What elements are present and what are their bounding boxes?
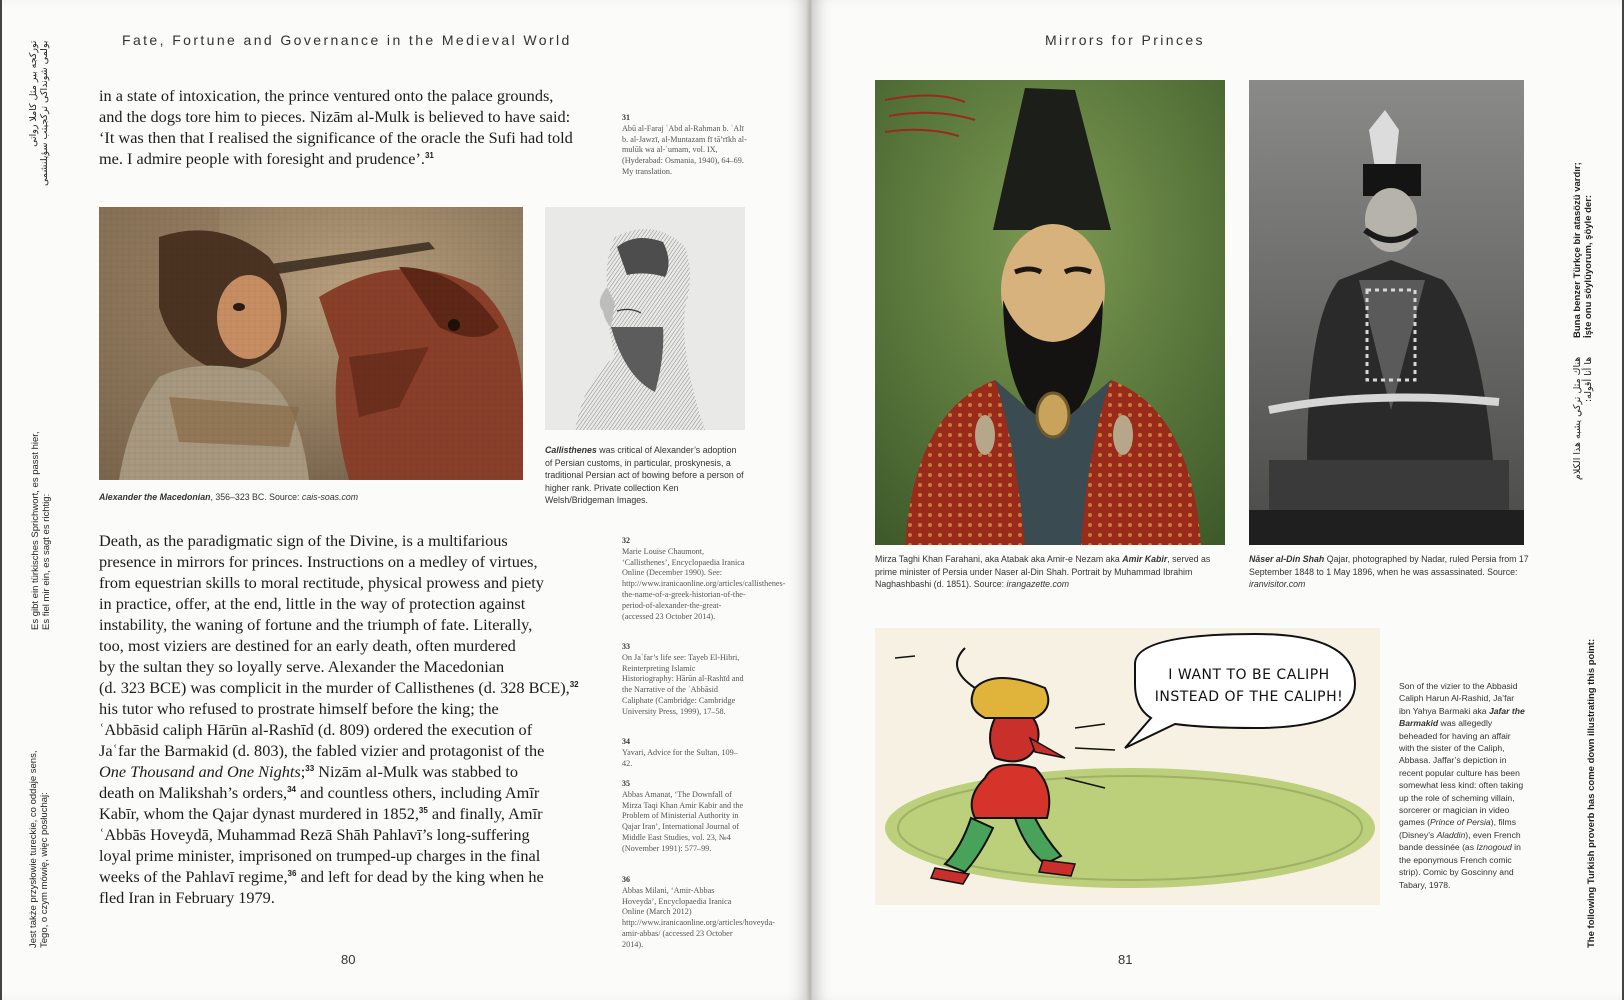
note-ref[interactable]: 33	[305, 764, 315, 773]
margin-turkish	[1572, 162, 1594, 338]
margin-line: Jest także przysłowie tureckie, co oddaje sens,	[28, 750, 39, 948]
text-line: by the sultan they so loyally serve. Alexander the Macedonian	[99, 657, 505, 676]
margin-line: هناك مثل تركي يشبه هذا الكلام	[1572, 356, 1583, 480]
footnote-text: Abbas Milani, ‘Amir-Abbas Hoveyda’, Encyclopaedia Iranica Online (March 2012) http://www.iranicaonline.org/articles/hoveyda-amir-abbas/ (accessed 23 October 2014).	[622, 885, 776, 949]
margin-line: İşte onu söylüyorum, şöyle der:	[1583, 194, 1594, 338]
callisthenes-caption	[545, 444, 745, 507]
text-span: and left for dead by the king when he	[296, 867, 544, 886]
footnote-text: Abbas Amanat, ‘The Downfall of Mirza Taqi Khan Amir Kabir and the Problem of Ministerial Authority in Qajar Iran’, International Journal of Middle East Studies, vol. 23, №4 (November 1991): 577–99.	[622, 789, 744, 853]
text-span: me. I admire people with foresight and prudence’.	[99, 149, 425, 168]
text-line: instability, the waning of fortune and the triumph of fate. Literally,	[99, 615, 533, 634]
naser-caption	[1249, 553, 1529, 591]
footnote-number: 35	[622, 779, 630, 788]
caption-text: Mirza Taghi Khan Farahani, aka Atabak aka Amir-e Nezam aka	[875, 554, 1123, 564]
speech-line: I WANT TO BE CALIPH	[1168, 667, 1330, 683]
margin-german	[30, 431, 52, 630]
footnote-35	[622, 779, 748, 855]
amir-kabir-caption	[875, 553, 1230, 591]
margin-line: Tego, o czym mówię, więc posłuchaj:	[39, 792, 50, 948]
text-line	[99, 782, 599, 803]
text-line: too, most viziers are destined for an early death, often murdered	[99, 636, 516, 655]
footnote-text: Yavari, Advice for the Sultan, 109–42.	[622, 747, 738, 768]
caption-name: Amir Kabir	[1122, 554, 1168, 564]
text-span: death on Malikshah’s orders,	[99, 783, 288, 802]
caption-source: iranvisitor.com	[1249, 579, 1306, 589]
iznogoud-caption	[1399, 680, 1525, 891]
margin-line: Es fiel mir ein, es sagt es richtig:	[41, 493, 52, 630]
caption-text: ), films (Disney’s	[1399, 817, 1517, 840]
running-head-left: Fate, Fortune and Governance in the Medieval World	[122, 32, 572, 48]
caption-name: Callisthenes	[545, 445, 597, 455]
text-line: his tutor who refused to prostrate himself before the king; the	[99, 699, 499, 718]
body-paragraph-2	[99, 530, 599, 908]
text-line: in a state of intoxication, the prince ventured onto the palace grounds,	[99, 86, 554, 105]
text-span: and countless others, including Amīr	[296, 783, 540, 802]
caption-text: was allegedly beheaded for having an affair with the sister of the Caliph, Abbasa. Jaffar’s depiction in recent popular culture has been somewhat less kind: often taking up the role of scheming villain, sorcerer or magician in video games (	[1399, 718, 1524, 828]
caption-italic: Aladdin	[1436, 829, 1466, 840]
page-number-right: 81	[1118, 952, 1133, 967]
caption-text: Son of the vizier to the Abbasid Caliph Harun Al-Rashid, Ja’far ibn Yahya Barmaki aka	[1399, 681, 1518, 716]
footnote-33	[622, 642, 748, 718]
naser-al-din-shah-photo-image	[1249, 80, 1524, 545]
margin-line: Es gibt ein türkisches Sprichwort, es passt hier,	[30, 431, 41, 630]
text-line: ʿAbbās Hoveydā, Muhammad Rezā Shāh Pahlavī’s long-suffering	[99, 825, 530, 844]
running-head-right: Mirrors for Princes	[1045, 32, 1205, 48]
footnote-number: 34	[622, 737, 630, 746]
text-span: weeks of the Pahlavī regime,	[99, 867, 288, 886]
note-ref[interactable]: 31	[424, 151, 434, 160]
caption-italic: Iznogoud	[1476, 842, 1512, 853]
footnote-text: Marie Louise Chaumont, ‘Callisthenes’, Encyclopaedia Iranica Online (December 1990). See: http://www.iranicaonline.org/articles/callisthenes-the-name-of-a-greek-historian-of-the-period-of-alexander-the-great-(accessed 23 October 2014).	[622, 546, 786, 621]
left-page	[0, 0, 808, 1000]
caption-text: ), even French bande dessinée (as	[1399, 829, 1521, 853]
margin-polish	[28, 751, 50, 948]
text-line	[99, 866, 599, 887]
left-edge	[0, 0, 2, 1000]
text-line	[99, 677, 599, 698]
text-line	[99, 761, 599, 782]
footnote-32	[622, 536, 786, 622]
text-line: from equestrian skills to moral rectitude, physical prowess and piety	[99, 573, 544, 592]
caption-text: Qajar, photographed by Nadar, ruled Persia from 17 September 1848 to 1 May 1896, when he was assassinated. Source:	[1249, 554, 1529, 577]
text-line: Jaʿfar the Barmakid (d. 803), the fabled vizier and protagonist of the	[99, 741, 545, 760]
text-italic: One Thousand and One Nights	[99, 762, 301, 781]
caption-name: Nāser al-Din Shah	[1249, 554, 1325, 564]
note-ref[interactable]: 35	[418, 806, 428, 815]
page-number-left: 80	[341, 952, 356, 967]
caption-text: , served as prime minister of Persia under Naser al-Din Shah. Portrait by Muhammad Ibrahim Naghashbashi (d. 1851). Source:	[875, 554, 1211, 589]
comic-speech-bubble	[1149, 664, 1349, 708]
text-line	[99, 148, 599, 169]
iznogoud-comic-panel-image	[875, 628, 1380, 905]
caption-text: was critical of Alexander’s adoption of Persian customs, in particular, proskynesis, a traditional Persian act of bowing before a person of higher rank. Private collection Ken Welsh/Bridgeman Images.	[545, 445, 744, 505]
footnote-text: Abū al-Faraj ʿAbd al-Rahman b. ʿAlī b. al-Jawzī, al-Muntazam fī tā’rīkh al-mulūk wa al-ʿumam, vol. IX, (Hyderabad: Osmania, 1940), 64–69. My translation.	[622, 123, 747, 176]
caption-text: , 356–323 BC. Source:	[210, 492, 302, 502]
caption-italic: Prince of Persia	[1430, 817, 1491, 828]
note-ref[interactable]: 32	[569, 680, 579, 689]
text-line: ʿAbbāsid caliph Hārūn al-Rashīd (d. 809) ordered the execution of	[99, 720, 533, 739]
margin-english	[1586, 639, 1597, 948]
text-line: in practice, offer, at the end, little in the way of protection against	[99, 594, 526, 613]
text-line: presence in mirrors for princes. Instructions on a medley of virtues,	[99, 552, 538, 571]
text-line: ‘It was then that I realised the significance of the oracle the Sufi had told	[99, 128, 573, 147]
caption-source: irangazette.com	[1006, 579, 1070, 589]
footnote-number: 33	[622, 642, 630, 651]
alexander-caption	[99, 491, 529, 504]
text-span: (d. 323 BCE) was complicit in the murder of Callisthenes (d. 328 BCE),	[99, 678, 570, 697]
footnote-number: 31	[622, 113, 630, 122]
footnote-36	[622, 875, 776, 951]
note-ref[interactable]: 34	[287, 785, 297, 794]
text-line: Death, as the paradigmatic sign of the Divine, is a multifarious	[99, 531, 508, 550]
margin-line: ها أنا أقوله:	[1583, 356, 1594, 403]
body-paragraph-1	[99, 85, 599, 169]
footnote-34	[622, 737, 748, 769]
caption-name: Alexander the Macedonian	[99, 492, 211, 502]
footnote-31	[622, 113, 748, 178]
text-line: loyal prime minister, imprisoned on trumped-up charges in the final	[99, 846, 541, 865]
amir-kabir-portrait-image	[875, 80, 1225, 545]
caption-source: cais-soas.com	[301, 492, 359, 502]
margin-arabic-left	[28, 40, 50, 186]
text-span: Kabīr, whom the Qajar dynast murdered in 1852,	[99, 804, 419, 823]
text-line: fled Iran in February 1979.	[99, 888, 275, 907]
margin-line: Buna benzer Türkçe bir atasözü vardır;	[1572, 162, 1583, 338]
text-span: and finally, Amīr	[427, 804, 543, 823]
caption-text: in the eponymous French comic strip). Comic by Goscinny and Tabary, 1978.	[1399, 842, 1521, 890]
text-line: and the dogs tore him to pieces. Nizām al-Mulk is believed to have said:	[99, 107, 571, 126]
speech-line: INSTEAD OF THE CALIPH!	[1154, 689, 1344, 705]
margin-line: بولمی شونداکی ترکجیتب سؤیلنشمی	[39, 40, 50, 186]
footnote-text: On Jaʿfar’s life see: Tayeb El-Hibri, Reinterpreting Islamic Historiography: Hārūn al-Rashīd and the Narrative of the ʿAbbāsid Caliphate (Cambridge: Cambridge University Press, 1999), 17–58.	[622, 652, 744, 716]
footnote-number: 36	[622, 875, 630, 884]
right-page	[812, 0, 1624, 1000]
margin-line: The following Turkish proverb has come down illustrating this point:	[1586, 638, 1597, 948]
margin-line: تورکجه بیر مثل کاملا رواتی	[28, 40, 39, 147]
text-line	[99, 803, 599, 824]
note-ref[interactable]: 36	[287, 869, 297, 878]
footnote-number: 32	[622, 536, 630, 545]
text-span: ;	[300, 762, 306, 781]
callisthenes-engraving-image	[545, 207, 745, 430]
margin-arabic-right	[1572, 357, 1594, 480]
alexander-mosaic-image	[99, 207, 523, 480]
caption-name: Jafar the Barmakid	[1399, 705, 1525, 729]
text-span: Nizām al-Mulk was stabbed to	[314, 762, 519, 781]
